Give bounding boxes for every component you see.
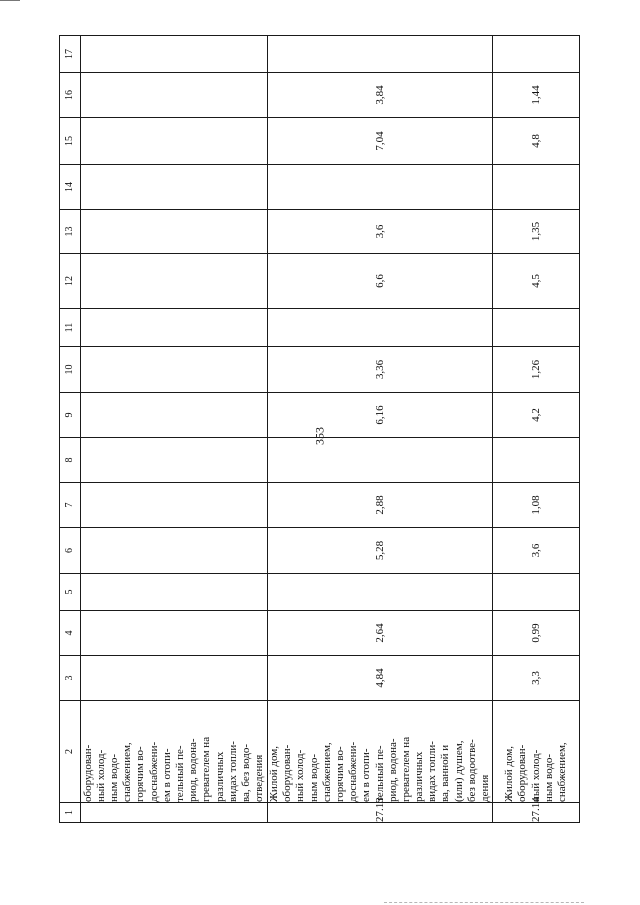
- description-line: горячим во-: [333, 746, 346, 802]
- description-line: ным водо-: [108, 753, 121, 802]
- description-line: гревателем на: [399, 736, 412, 802]
- value-cell: 2,64: [268, 611, 493, 656]
- description-line: видах топли-: [226, 741, 239, 802]
- description-line: риод, водона-: [187, 738, 200, 802]
- description-line: ным водо-: [542, 753, 555, 802]
- value-cell: [268, 438, 493, 483]
- value-cell: 4,5: [493, 254, 580, 309]
- description-line: различных: [213, 751, 226, 802]
- column-number: 8: [60, 438, 81, 483]
- value-cell: 1,35: [493, 210, 580, 254]
- column-number: 5: [60, 574, 81, 611]
- value-cell: [81, 165, 268, 210]
- value-cell: [81, 254, 268, 309]
- tariff-table: [59, 35, 580, 823]
- value-cell: 3,84: [268, 73, 493, 118]
- value-cell: [81, 528, 268, 574]
- description-line: видах топли-: [426, 741, 439, 802]
- description-line: ем в отопи-: [160, 748, 173, 802]
- row-description: [268, 701, 493, 803]
- page-number: 353: [312, 427, 327, 445]
- value-cell: [81, 611, 268, 656]
- value-cell: [81, 309, 268, 347]
- value-cell: [81, 347, 268, 393]
- description-line: оборудован-: [81, 744, 94, 802]
- row-number: 27.13: [268, 803, 493, 823]
- value-cell: 2,88: [268, 483, 493, 528]
- column-number: 1: [60, 803, 81, 823]
- description-line: Жилой дом,: [268, 746, 280, 802]
- description-line: (или) душем,: [452, 740, 465, 802]
- column-number: 15: [60, 118, 81, 165]
- tariff-table-wrapper: [59, 36, 575, 823]
- value-cell: [268, 574, 493, 611]
- description-line: ным водо-: [307, 753, 320, 802]
- value-cell: [81, 438, 268, 483]
- value-cell: [81, 393, 268, 438]
- value-cell: 4,2: [493, 393, 580, 438]
- value-cell: 3,6: [493, 528, 580, 574]
- description-line: снабжением,: [320, 742, 333, 802]
- description-line: ный холод-: [529, 749, 542, 802]
- description-line: доснабжени-: [347, 741, 360, 802]
- value-cell: 4,84: [268, 656, 493, 701]
- description-line: оборудован-: [281, 744, 294, 802]
- column-number: 17: [60, 36, 81, 73]
- value-cell: 4,8: [493, 118, 580, 165]
- description-line: ем в отопи-: [360, 748, 373, 802]
- value-cell: [268, 36, 493, 73]
- description-line: без водоотве-: [465, 739, 478, 802]
- description-line: ный холод-: [94, 749, 107, 802]
- description-line: различных: [413, 751, 426, 802]
- description-line: тельный пе-: [373, 745, 386, 802]
- column-number: 7: [60, 483, 81, 528]
- column-number: 12: [60, 254, 81, 309]
- value-cell: [81, 483, 268, 528]
- value-cell: [81, 73, 268, 118]
- column-number: 14: [60, 165, 81, 210]
- description-line: тельный пе-: [174, 745, 186, 802]
- description-line: ва, ванной и: [439, 744, 452, 802]
- value-cell: 0,99: [493, 611, 580, 656]
- description-line: снабжением,: [121, 742, 134, 802]
- value-cell: 5,28: [268, 528, 493, 574]
- column-number: 9: [60, 393, 81, 438]
- description-line: гревателем на: [200, 736, 213, 802]
- table-row: [493, 36, 580, 823]
- value-cell: 3,6: [268, 210, 493, 254]
- description-line: риод, водона-: [386, 738, 399, 802]
- table-row: [81, 36, 268, 823]
- column-number: 13: [60, 210, 81, 254]
- description-line: оборудован-: [516, 744, 529, 802]
- value-cell: [493, 309, 580, 347]
- value-cell: 1,26: [493, 347, 580, 393]
- column-number: 6: [60, 528, 81, 574]
- value-cell: [81, 118, 268, 165]
- scan-corner-mark: [0, 0, 20, 4]
- value-cell: 6,16: [268, 393, 493, 438]
- rotated-sheet: [59, 36, 575, 823]
- value-cell: [268, 309, 493, 347]
- value-cell: [81, 574, 268, 611]
- value-cell: 3,36: [268, 347, 493, 393]
- value-cell: [493, 438, 580, 483]
- value-cell: 1,08: [493, 483, 580, 528]
- row-description: [493, 701, 580, 803]
- value-cell: [81, 656, 268, 701]
- description-line: отведения: [253, 754, 266, 802]
- column-number: 3: [60, 656, 81, 701]
- column-number: 10: [60, 347, 81, 393]
- value-cell: 6,6: [268, 254, 493, 309]
- scan-edge-line: [384, 902, 584, 903]
- table-row: [268, 36, 493, 823]
- description-line: ный холод-: [294, 749, 307, 802]
- column-number: 4: [60, 611, 81, 656]
- description-line: ва, без водо-: [239, 743, 252, 802]
- description-line: горячим во-: [134, 746, 147, 802]
- description-line: дения: [479, 774, 491, 802]
- value-cell: [81, 210, 268, 254]
- column-number: 2: [60, 701, 81, 803]
- value-cell: [493, 165, 580, 210]
- column-number: 16: [60, 73, 81, 118]
- row-number: 27.14: [493, 803, 580, 823]
- value-cell: [81, 36, 268, 73]
- description-line: снабжением,: [555, 742, 568, 802]
- row-number: [81, 803, 268, 823]
- value-cell: [493, 574, 580, 611]
- value-cell: [493, 36, 580, 73]
- column-number: 11: [60, 309, 81, 347]
- value-cell: 1,44: [493, 73, 580, 118]
- value-cell: [268, 165, 493, 210]
- description-line: Жилой дом,: [503, 746, 516, 802]
- column-number-row: [60, 36, 81, 823]
- description-line: доснабжени-: [147, 741, 160, 802]
- value-cell: 3,3: [493, 656, 580, 701]
- row-description: [81, 701, 268, 803]
- value-cell: 7,04: [268, 118, 493, 165]
